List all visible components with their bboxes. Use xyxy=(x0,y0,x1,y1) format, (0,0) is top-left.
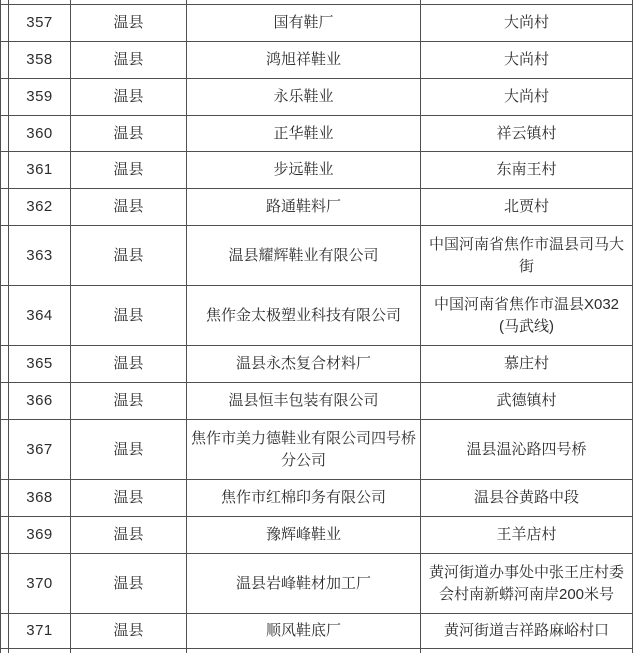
table-row xyxy=(1,79,633,116)
row-number-cell: 357 xyxy=(9,5,71,42)
table-row xyxy=(1,116,633,152)
address-cell: 武德镇村 xyxy=(421,383,633,420)
row-number-cell: 359 xyxy=(9,79,71,116)
company-cell: 焦作市红棉印务有限公司 xyxy=(187,480,421,517)
company-cell: 路通鞋料厂 xyxy=(187,189,421,226)
county-cell: 温县 xyxy=(71,79,187,116)
company-cell: 豫辉峰鞋业 xyxy=(187,517,421,554)
table-row xyxy=(1,42,633,79)
county-cell: 温县 xyxy=(71,189,187,226)
cropped-cell xyxy=(1,614,9,649)
table-row xyxy=(1,286,633,346)
cropped-cell xyxy=(1,226,9,286)
county-cell: 温县 xyxy=(71,517,187,554)
company-cell: 焦作市美力德鞋业有限公司四号桥分公司 xyxy=(187,420,421,480)
address-cell: 北贾村 xyxy=(421,189,633,226)
cropped-cell xyxy=(71,649,187,654)
table-row xyxy=(1,383,633,420)
cropped-cell xyxy=(1,383,9,420)
cropped-cell xyxy=(1,152,9,189)
cropped-cell xyxy=(1,480,9,517)
company-cell: 温县永杰复合材料厂 xyxy=(187,346,421,383)
row-number-cell: 370 xyxy=(9,554,71,614)
row-number-cell: 358 xyxy=(9,42,71,79)
company-cell: 鸿旭祥鞋业 xyxy=(187,42,421,79)
cropped-cell xyxy=(1,189,9,226)
county-cell: 温县 xyxy=(71,554,187,614)
company-cell: 顺风鞋底厂 xyxy=(187,614,421,649)
cropped-row-sliver-bottom xyxy=(1,649,633,654)
company-cell: 永乐鞋业 xyxy=(187,79,421,116)
cropped-cell xyxy=(187,649,421,654)
county-cell: 温县 xyxy=(71,480,187,517)
row-number-cell: 371 xyxy=(9,614,71,649)
table-row xyxy=(1,5,633,42)
county-cell: 温县 xyxy=(71,286,187,346)
company-cell: 温县耀辉鞋业有限公司 xyxy=(187,226,421,286)
company-cell: 步远鞋业 xyxy=(187,152,421,189)
row-number-cell: 366 xyxy=(9,383,71,420)
cropped-cell xyxy=(421,649,633,654)
cropped-cell xyxy=(1,5,9,42)
county-cell: 温县 xyxy=(71,116,187,152)
cropped-cell xyxy=(9,649,71,654)
county-cell: 温县 xyxy=(71,152,187,189)
row-number-cell: 368 xyxy=(9,480,71,517)
table-row xyxy=(1,480,633,517)
county-cell: 温县 xyxy=(71,420,187,480)
row-number-cell: 369 xyxy=(9,517,71,554)
row-number-cell: 367 xyxy=(9,420,71,480)
row-number-cell: 361 xyxy=(9,152,71,189)
table-row xyxy=(1,152,633,189)
address-cell: 王羊店村 xyxy=(421,517,633,554)
cropped-cell xyxy=(1,42,9,79)
table-row xyxy=(1,420,633,480)
row-number-cell: 360 xyxy=(9,116,71,152)
address-cell: 中国河南省焦作市温县司马大街 xyxy=(421,226,633,286)
company-cell: 正华鞋业 xyxy=(187,116,421,152)
table-row xyxy=(1,346,633,383)
address-cell: 温县谷黄路中段 xyxy=(421,480,633,517)
cropped-cell xyxy=(1,420,9,480)
row-number-cell: 363 xyxy=(9,226,71,286)
county-cell: 温县 xyxy=(71,614,187,649)
cropped-cell xyxy=(1,286,9,346)
table-row xyxy=(1,517,633,554)
address-cell: 慕庄村 xyxy=(421,346,633,383)
cropped-cell xyxy=(1,116,9,152)
cropped-cell xyxy=(1,346,9,383)
county-cell: 温县 xyxy=(71,346,187,383)
county-cell: 温县 xyxy=(71,383,187,420)
address-cell: 大尚村 xyxy=(421,5,633,42)
table-row xyxy=(1,189,633,226)
company-cell: 温县恒丰包装有限公司 xyxy=(187,383,421,420)
row-number-cell: 365 xyxy=(9,346,71,383)
address-cell: 东南王村 xyxy=(421,152,633,189)
address-cell: 大尚村 xyxy=(421,42,633,79)
address-cell: 温县温沁路四号桥 xyxy=(421,420,633,480)
row-number-cell: 362 xyxy=(9,189,71,226)
cropped-cell xyxy=(1,517,9,554)
company-cell: 温县岩峰鞋材加工厂 xyxy=(187,554,421,614)
table-row xyxy=(1,226,633,286)
cropped-cell xyxy=(1,554,9,614)
row-number-cell: 364 xyxy=(9,286,71,346)
address-cell: 黄河街道办事处中张王庄村委会村南新蟒河南岸200米号 xyxy=(421,554,633,614)
address-cell: 祥云镇村 xyxy=(421,116,633,152)
cropped-cell xyxy=(1,649,9,654)
address-cell: 中国河南省焦作市温县X032(马武线) xyxy=(421,286,633,346)
table-row xyxy=(1,614,633,649)
company-cell: 国有鞋厂 xyxy=(187,5,421,42)
county-cell: 温县 xyxy=(71,226,187,286)
address-cell: 黄河街道吉祥路麻峪村口 xyxy=(421,614,633,649)
cropped-cell xyxy=(1,79,9,116)
address-cell: 大尚村 xyxy=(421,79,633,116)
county-cell: 温县 xyxy=(71,42,187,79)
county-cell: 温县 xyxy=(71,5,187,42)
table-row xyxy=(1,554,633,614)
company-cell: 焦作金太极塑业科技有限公司 xyxy=(187,286,421,346)
